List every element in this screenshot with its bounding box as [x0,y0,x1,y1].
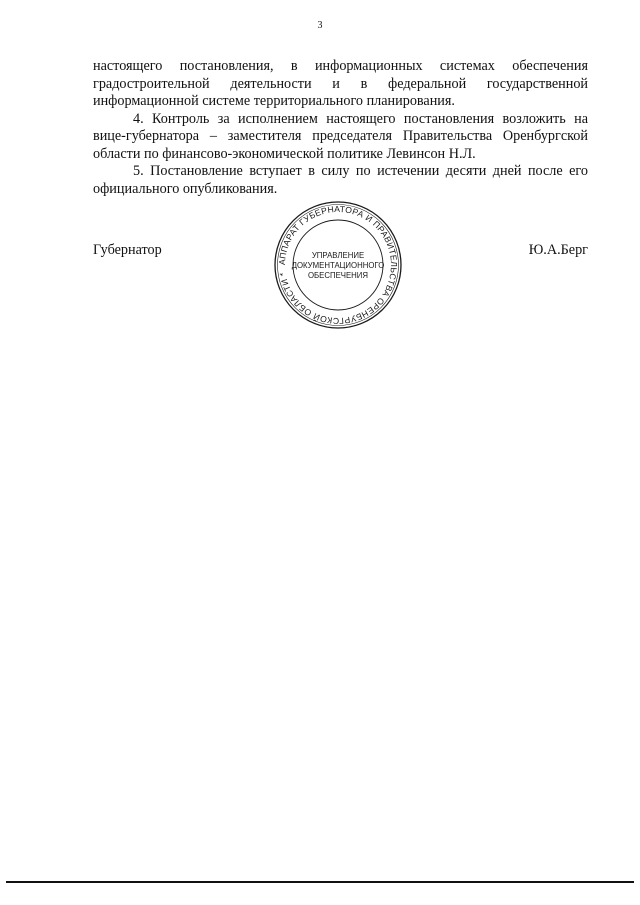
paragraph-5-effective-date: 5. Постановление вступает в силу по истечении десяти дней после его официального опубликования. [93,163,588,197]
signature-name: Ю.А.Берг [528,242,588,258]
stamp-seal-icon [272,199,404,331]
stamp-center-line: ОБЕСПЕЧЕНИЯ [307,271,369,280]
official-stamp [272,199,404,331]
signature-title: Губернатор [93,242,162,258]
footer-rule [6,881,634,883]
document-body [93,58,588,198]
stamp-center-line: ДОКУМЕНТАЦИОННОГО [291,261,385,270]
paragraph-continuation: настоящего постановления, в информационных системах обеспечения градостроительной деятельности и в федеральной государственной информационной системе территориального планирования. [93,58,588,109]
stamp-center-line: УПРАВЛЕНИЕ [311,251,365,260]
stamp-ring-text: АППАРАТ ГУБЕРНАТОРА И ПРАВИТЕЛЬСТВА ОРЕНБУРГСКОЙ ОБЛАСТИ * [276,203,400,327]
page-number: 3 [317,20,323,31]
paragraph-4-control: 4. Контроль за исполнением настоящего постановления возложить на вице-губернатора – заместителя председателя Правительства Оренбургской области по финансово-экономической политике Левинсон Н.Л. [93,110,588,162]
